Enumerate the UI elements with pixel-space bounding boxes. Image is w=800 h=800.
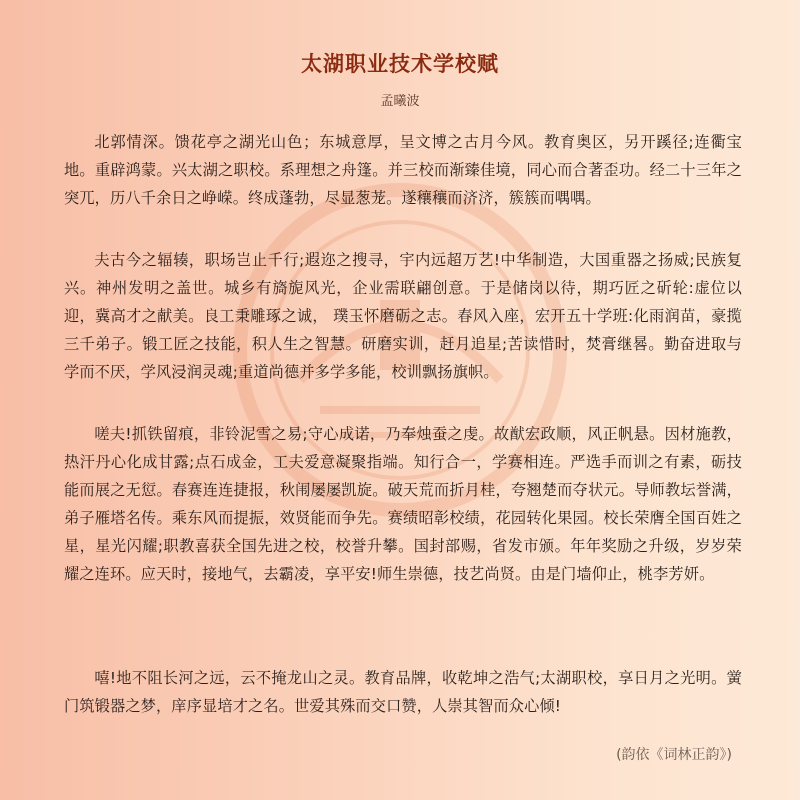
document-author: 孟曦波 bbox=[380, 94, 420, 109]
paragraph-4: 嘻!地不阻长河之远，云不掩龙山之灵。教育品牌，收乾坤之浩气;太湖职校，享日月之光明。黉门筑锻器之梦，庠序显培才之名。世爱其殊而交口赞，人崇其智而众心倾! bbox=[64, 669, 742, 715]
paragraph-2: 夫古今之辐辏，职场岂止千行;遐迩之搜寻，宇内远超万艺!中华制造，大国重器之扬威;民族复兴。神州发明之盖世。城乡有旖旎风光，企业需联翩创意。于是储岗以待，期巧匠之斫轮:虚位以迎，冀高才之献美。良工秉雕琢之诚， 璞玉怀磨砺之志。春风入座，宏开五十学班:化雨润苗，豪揽三千弟子。锻工匠之技能，积人生之智慧。研磨实训，赶月追星;苦读惜时，焚膏继晷。勤奋进取与学而不厌，学风浸润灵魂;重道尚德并多学多能，校训飘扬旗帜。 bbox=[64, 251, 742, 381]
paragraph-3: 嗟夫!抓铁留痕，非铃泥雪之易;守心成诺，乃奉烛蚕之虔。故猷宏政顺，风正帆悬。因材施教，热汗丹心化成甘露;点石成金，工夫爱意凝聚指端。知行合一，学赛相连。严选手而训之有素，砺技能而展之无愆。春赛连连捷报，秋闱屡屡凯旋。破天荒而折月桂，夸翘楚而夺状元。导师教坛誉满，弟子雁塔名传。乘东风而提振，效贤能而争先。赛绩昭彰校绩，花园转化果园。校长荣膺全国百姓之星，星光闪耀;职教喜获全国先进之校，校誉升攀。国封部赐，省发市颁。年年奖励之升级，岁岁荣耀之连环。应天时，接地气，去霸凌，享平安!师生崇德，技艺尚贤。由是门墙仰止，桃李芳妍。 bbox=[64, 425, 742, 583]
document-title: 太湖职业技术学校赋 bbox=[301, 52, 499, 76]
rhyme-source-note: (韵依《词林正韵》) bbox=[616, 747, 732, 763]
paragraph-1: 北郭情深。馈花亭之湖光山色；东城意厚，呈文博之古月今风。教育奥区，另开蹊径;连衢宝地。重辟鸿蒙。兴太湖之职校。系理想之舟篷。并三校而渐臻佳境，同心而合著歪功。经二十三年之突兀，历八千余日之峥嵘。终成蓬勃，尽显葱茏。遂穰穰而济济，簇簇而喁喁。 bbox=[64, 133, 742, 207]
